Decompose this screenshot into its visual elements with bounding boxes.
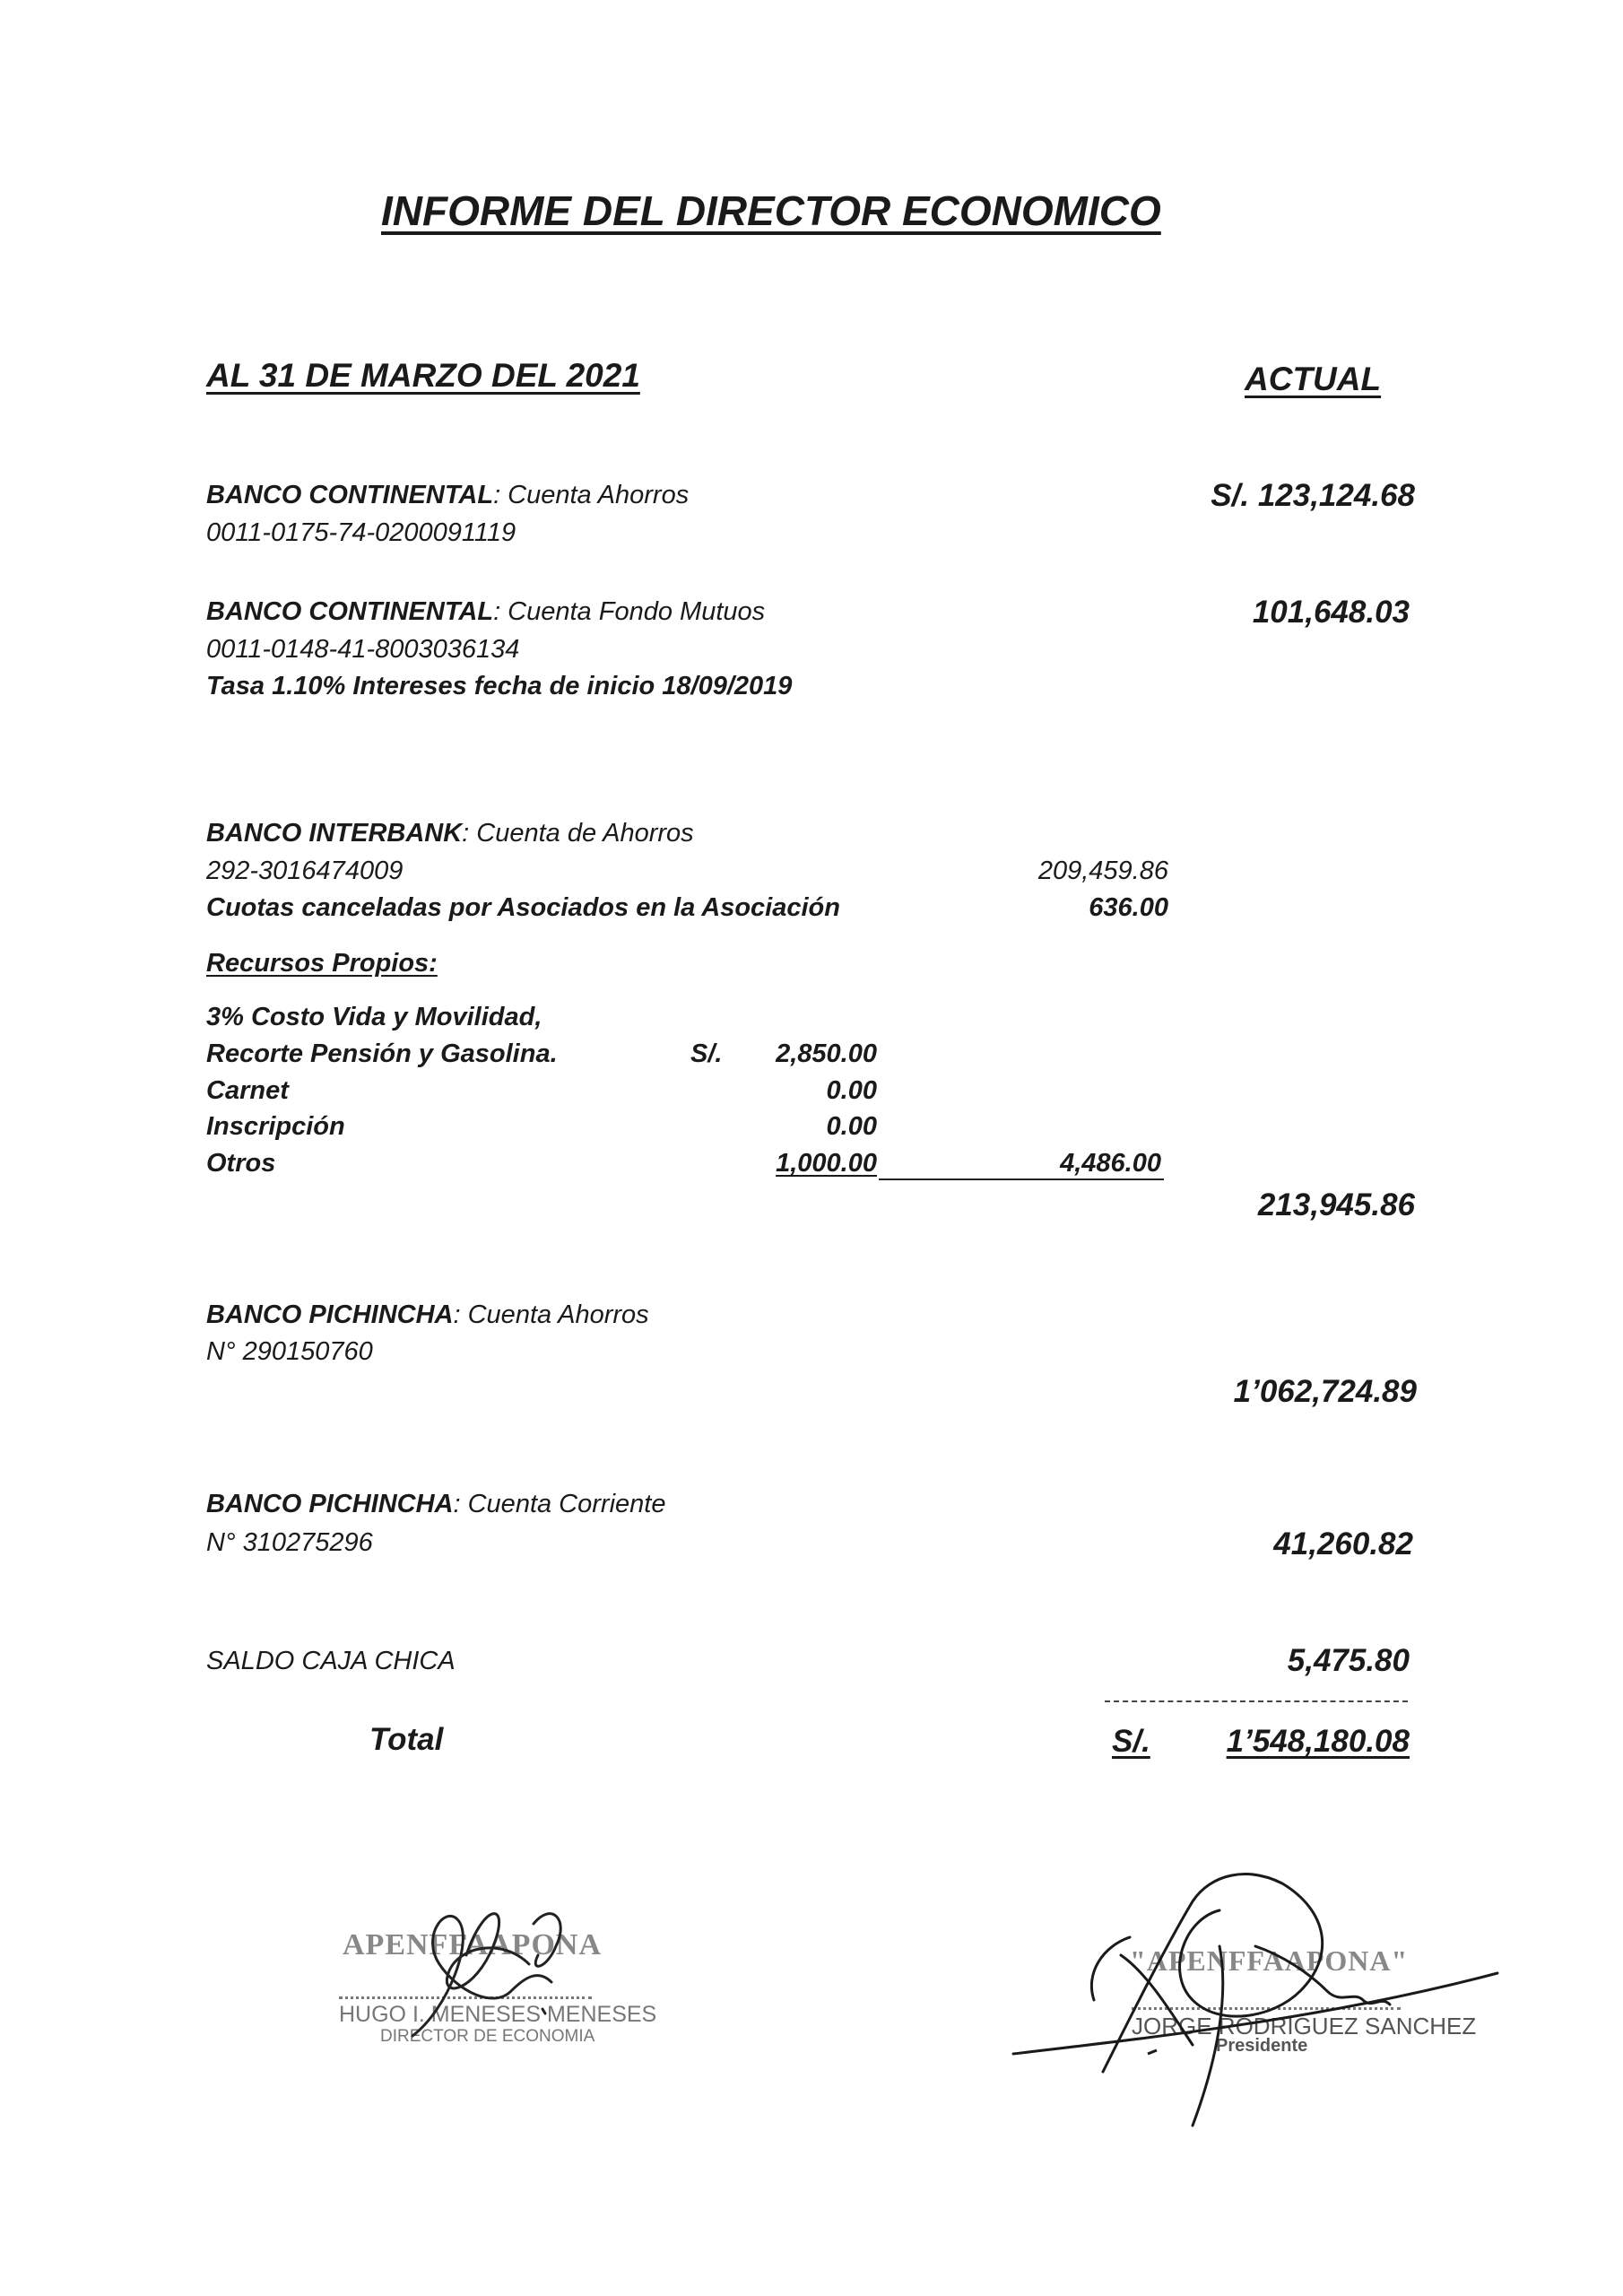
bcp-fondo-amount: 101,648.03 xyxy=(1252,595,1410,630)
total-separator xyxy=(1105,1700,1408,1702)
left-signer-role: DIRECTOR DE ECONOMIA xyxy=(380,2027,595,2046)
bcp-ahorros-account: 0011-0175-74-0200091119 xyxy=(206,518,516,547)
left-stamp-text: APENFFAAPONA xyxy=(343,1928,602,1961)
cuotas-label: Cuotas canceladas por Asociados en la Asociación xyxy=(206,893,840,922)
right-signer-role: Presidente xyxy=(1216,2036,1308,2056)
recursos-propios-label: Recursos Propios: xyxy=(206,949,438,978)
cuotas-amount: 636.00 xyxy=(1089,893,1168,922)
item-recorte-currency: S/. xyxy=(690,1039,723,1068)
item-otros-value: 1,000.00 xyxy=(776,1149,877,1178)
item-inscripcion: Inscripción xyxy=(206,1112,345,1141)
right-signature-icon xyxy=(986,1839,1524,2135)
account-type: : Cuenta Fondo Mutuos xyxy=(493,597,766,626)
total-label: Total xyxy=(369,1722,444,1757)
account-type: : Cuenta Ahorros xyxy=(493,481,690,509)
pichincha-ahorros-amount: 1’062,724.89 xyxy=(1233,1374,1417,1409)
pichincha-ahorros-line xyxy=(206,1300,649,1330)
item-recorte-pension: Recorte Pensión y Gasolina. xyxy=(206,1039,558,1068)
bcp-ahorros-line xyxy=(206,481,689,510)
total-currency: S/. xyxy=(1112,1724,1150,1759)
caja-chica-label: SALDO CAJA CHICA xyxy=(206,1647,456,1675)
bcp-fondo-account: 0011-0148-41-8003036134 xyxy=(206,635,520,664)
column-header-actual: ACTUAL xyxy=(1245,361,1382,397)
left-signature-icon xyxy=(359,1883,610,2063)
right-signer-name: JORGE RODRIGUEZ SANCHEZ xyxy=(1132,2013,1477,2039)
bank-name: BANCO INTERBANK xyxy=(206,819,463,848)
bcp-fondo-line xyxy=(206,597,765,627)
item-recorte-value: 2,850.00 xyxy=(776,1039,877,1068)
recursos-underline xyxy=(879,1178,1164,1180)
item-inscripcion-value: 0.00 xyxy=(826,1112,877,1141)
account-type: : Cuenta Ahorros xyxy=(453,1300,649,1329)
recursos-total: 4,486.00 xyxy=(1060,1149,1161,1178)
total-amount: 1’548,180.08 xyxy=(1226,1724,1410,1759)
pichincha-ahorros-account: N° 290150760 xyxy=(206,1337,373,1366)
caja-chica-amount: 5,475.80 xyxy=(1287,1643,1410,1678)
interbank-account-amount: 209,459.86 xyxy=(1037,857,1168,885)
bank-name: BANCO PICHINCHA xyxy=(206,1490,454,1518)
left-signer-name: HUGO I. MENESES MENESES xyxy=(339,2002,657,2027)
interbank-line xyxy=(206,819,694,848)
item-carnet-value: 0.00 xyxy=(826,1076,877,1105)
pichincha-corriente-line xyxy=(206,1490,665,1519)
account-type: : Cuenta Corriente xyxy=(453,1490,666,1518)
item-carnet: Carnet xyxy=(206,1076,289,1105)
pichincha-corriente-account: N° 310275296 xyxy=(206,1528,373,1557)
interbank-account: 292-3016474009 xyxy=(206,857,404,885)
bank-name: BANCO CONTINENTAL xyxy=(206,597,494,626)
item-costo-vida: 3% Costo Vida y Movilidad, xyxy=(206,1003,542,1031)
bank-name: BANCO CONTINENTAL xyxy=(206,481,494,509)
pichincha-corriente-amount: 41,260.82 xyxy=(1273,1526,1413,1561)
date-header: AL 31 DE MARZO DEL 2021 xyxy=(206,357,640,394)
interbank-amount: 213,945.86 xyxy=(1257,1187,1415,1222)
bank-name: BANCO PICHINCHA xyxy=(206,1300,454,1329)
right-stamp-text: "APENFFAAPONA" xyxy=(1130,1944,1409,1977)
bcp-ahorros-amount: S/. 123,124.68 xyxy=(1211,478,1415,513)
item-otros: Otros xyxy=(206,1149,276,1178)
bcp-fondo-note: Tasa 1.10% Intereses fecha de inicio 18/09/2019 xyxy=(206,672,793,700)
account-type: : Cuenta de Ahorros xyxy=(462,819,694,848)
document-title: INFORME DEL DIRECTOR ECONOMICO xyxy=(381,187,1161,234)
